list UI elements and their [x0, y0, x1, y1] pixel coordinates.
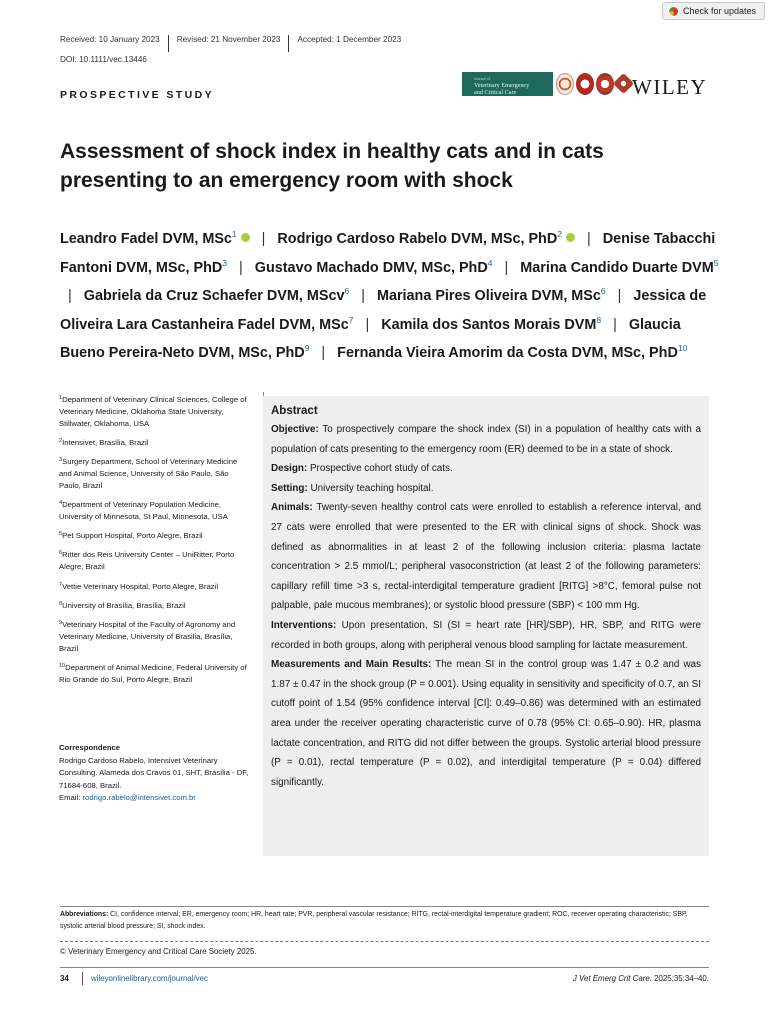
affiliation-ref[interactable]: 4 — [487, 257, 493, 268]
abstract-objective: Objective: To prospectively compare the shock index (SI) in a population of healthy cats with a population of cats presenting to the emergency room (ER) deemed to be in a state of shock. — [271, 424, 701, 455]
author-name[interactable]: Marina Candido Duarte DVM$^5$ — [520, 257, 719, 276]
society-seal-icon — [576, 73, 594, 95]
correspondence-heading: Correspondence — [59, 743, 121, 752]
society-seal-icon — [596, 73, 614, 95]
correspondence — [59, 742, 254, 805]
article-title: Assessment of shock index in healthy cats and in cats presenting to an emergency room with shock — [60, 140, 604, 192]
author-name[interactable]: Fernanda Vieira Amorim da Costa DVM, MSc, PhD$^{10}$ — [337, 343, 688, 361]
author-name[interactable]: Gustavo Machado DMV, MSc, PhD$^4$ — [254, 257, 493, 276]
revised-date: Revised: 21 November 2023 — [168, 35, 289, 52]
affiliation-ref[interactable]: 8 — [596, 314, 602, 325]
affiliation-item: $^8$University of Brasília, Brasília, Brazil — [59, 600, 186, 610]
affiliations — [59, 393, 249, 692]
affiliation-ref[interactable]: 6 — [344, 286, 350, 296]
orcid-icon[interactable] — [241, 233, 250, 242]
email-label: Email: — [59, 793, 83, 802]
author-name[interactable]: Mariana Pires Oliveira DVM, MSc$^6$ — [376, 286, 606, 304]
author-separator: | — [261, 231, 266, 247]
journal-logo-line3: and Critical Care — [474, 89, 517, 96]
affiliation-item: $^7$Vettie Veterinary Hospital, Porto Alegre, Brazil — [59, 581, 219, 591]
check-for-updates-button[interactable] — [662, 2, 765, 20]
affiliation-ref[interactable]: 2 — [557, 229, 562, 239]
accepted-date: Accepted: 1 December 2023 — [288, 35, 409, 52]
received-date: Received: 10 January 2023 — [60, 35, 160, 44]
affiliation-item: $^4$Department of Veterinary Population Medicine, University of Minnesota, St Paul, Minnesota, USA — [59, 500, 228, 521]
correspondence-address: Rodrigo Cardoso Rabelo, Intensivet Veterinary Consulting. Alameda dos Cravos 01, SHT, Brasília - DF, 71684-608, Brazil. — [59, 755, 249, 790]
abstract-setting: Setting: University teaching hospital. — [271, 482, 434, 494]
journal-citation: J Vet Emerg Crit Care. 2025;35:34–40. — [572, 974, 709, 983]
affiliation-item: $^5$Pet Support Hospital, Porto Alegre, Brazil — [59, 531, 203, 541]
author-separator: | — [586, 231, 591, 247]
affiliation-item: $^1$Department of Veterinary Clinical Sciences, College of Veterinary Medicine, Oklahoma State University, Stillwater, Oklahoma, USA — [59, 395, 247, 428]
orcid-icon[interactable] — [566, 233, 575, 242]
author-separator: | — [68, 288, 72, 304]
author-name[interactable]: Glaucia Bueno Pereira-Neto DVM, MSc, PhD$^9$ — [60, 316, 681, 361]
author-separator: | — [613, 316, 617, 333]
check-for-updates-label: Check for updates — [683, 6, 757, 16]
affiliation-item: $^2$Intensivet, Brasília, Brazil — [59, 437, 149, 447]
abstract-results: Measurements and Main Results: The mean SI in the control group was 1.47 ± 0.2 and was 1.87 ± 0.47 in the shock group (P = 0.001). Using equality in sensitivity and specificity of 0.7, an SI cutoff point of 1.54 (95% confidence interval [CI]: 0.49–0.86) was determined with an estimated area under the receiver operating characteristic curve of 0.78 (95% CI: 0.65–0.90). HR, plasma lactate concentration, and RITG did not differ between the groups. Systolic arterial blood pressure (P = 0.01), rectal temperature (P = 0.02), and interdigital temperature (P = 0.04) differed significantly. — [271, 659, 701, 788]
affiliation-item: $^{10}$Department of Animal Medicine, Federal University of Rio Grande do Sul, Porto Alegre, Brazil — [59, 663, 247, 684]
abstract-box — [263, 396, 709, 856]
author-separator: | — [504, 259, 509, 276]
affiliation-ref[interactable]: 3 — [222, 257, 228, 268]
journal-logo-line2: Veterinary Emergency — [474, 82, 530, 89]
society-seal-icon — [613, 73, 634, 94]
affiliation-ref[interactable]: 6 — [600, 286, 606, 296]
abbreviations: Abbreviations: CI, confidence interval; ER, emergency room; HR, heart rate; PVR, peripheral vascular resistance; RITG, rectal-interdigital temperature gradient; ROC, receiver operating characteristic; SBP, systolic arterial blood pressure; SI, shock index. — [60, 911, 688, 930]
affiliation-ref[interactable]: 7 — [348, 314, 354, 325]
publisher-logo: WILEY — [632, 75, 708, 99]
email-link[interactable]: rodrigo.rabelo@intensivet.com.br — [82, 793, 196, 802]
society-seal-icon — [556, 73, 574, 95]
affiliation-ref[interactable]: 10 — [677, 343, 688, 353]
author-separator: | — [321, 345, 326, 361]
journal-logo-line1: Journal of — [474, 76, 491, 81]
doi: DOI: 10.1111/vec.13446 — [60, 55, 147, 64]
study-type-label: PROSPECTIVE STUDY — [60, 89, 214, 101]
author-separator: | — [239, 259, 243, 276]
abstract-design: Design: Prospective cohort study of cats. — [271, 463, 453, 475]
author-separator: | — [365, 316, 370, 333]
author-list — [60, 223, 720, 366]
abstract-heading: Abstract — [271, 405, 318, 417]
crossmark-icon — [668, 6, 679, 17]
affiliation-ref[interactable]: 5 — [713, 257, 719, 268]
author-separator: | — [617, 288, 622, 304]
page-footer — [60, 974, 709, 983]
author-separator: | — [361, 288, 365, 304]
journal-url-link[interactable]: wileyonlinelibrary.com/journal/vec — [91, 974, 208, 983]
copyright: © Veterinary Emergency and Critical Care Society 2025. — [60, 947, 257, 956]
abstract-interventions: Interventions: Upon presentation, SI (SI = heart rate [HR]/SBP), HR, SBP, and RITG were recorded in both groups, along with peripheral venous blood sampling for lactate measurement. — [271, 619, 701, 651]
divider — [60, 906, 709, 907]
abstract-animals: Animals: Twenty-seven healthy control cats were enrolled to establish a reference interval, and 27 cats were enrolled that were presented to the ER with clinical signs of shock. Shock was defined as abnormalities in at least 2 of the following inclusion criteria: plasma lactate concentration > 2.5 mmol/L; peripheral vasoconstriction (at least 2 of the following parameters: capillary refill time >3 s, rectal-interdigital temperature gradient [RITG] >8°C, femoral pulse not palpable, pale mucous membranes); or systolic blood pressure (SBP) < 100 mm Hg. — [271, 502, 701, 612]
author-name[interactable]: Kamila dos Santos Morais DVM$^8$ — [381, 314, 602, 333]
affiliation-ref[interactable]: 1 — [231, 229, 237, 239]
author-name[interactable]: Jessica de Oliveira Lara Castanheira Fadel DVM, MSc$^7$ — [60, 288, 707, 333]
affiliation-item: $^9$Veterinary Hospital of the Faculty of Agronomy and Veterinary Medicine, University of Brasilia, Brasília, Brazil — [59, 620, 236, 653]
divider — [60, 967, 709, 968]
dashed-divider — [60, 941, 709, 942]
author-name[interactable]: Gabriela da Cruz Schaefer DVM, MScv$^6$ — [83, 286, 350, 304]
society-logos — [556, 73, 631, 95]
journal-logo — [462, 72, 553, 96]
page-number: 34 — [60, 974, 69, 983]
affiliation-ref[interactable]: 9 — [304, 343, 310, 353]
author-name[interactable]: Leandro Fadel DVM, MSc$^1$ — [60, 231, 250, 247]
affiliation-item: $^6$Ritter dos Reis University Center – UniRitter, Porto Alegre, Brazil — [59, 550, 235, 572]
affiliation-item: $^3$Surgery Department, School of Veterinary Medicine and Animal Science, University of São Paulo, São Paulo, Brazil — [59, 457, 238, 490]
footer-separator — [82, 972, 83, 985]
author-name[interactable]: Denise Tabacchi Fantoni DVM, MSc, PhD$^3$ — [60, 231, 716, 276]
article-history — [60, 35, 409, 52]
author-name[interactable]: Rodrigo Cardoso Rabelo DVM, MSc, PhD$^2$ — [277, 231, 575, 247]
